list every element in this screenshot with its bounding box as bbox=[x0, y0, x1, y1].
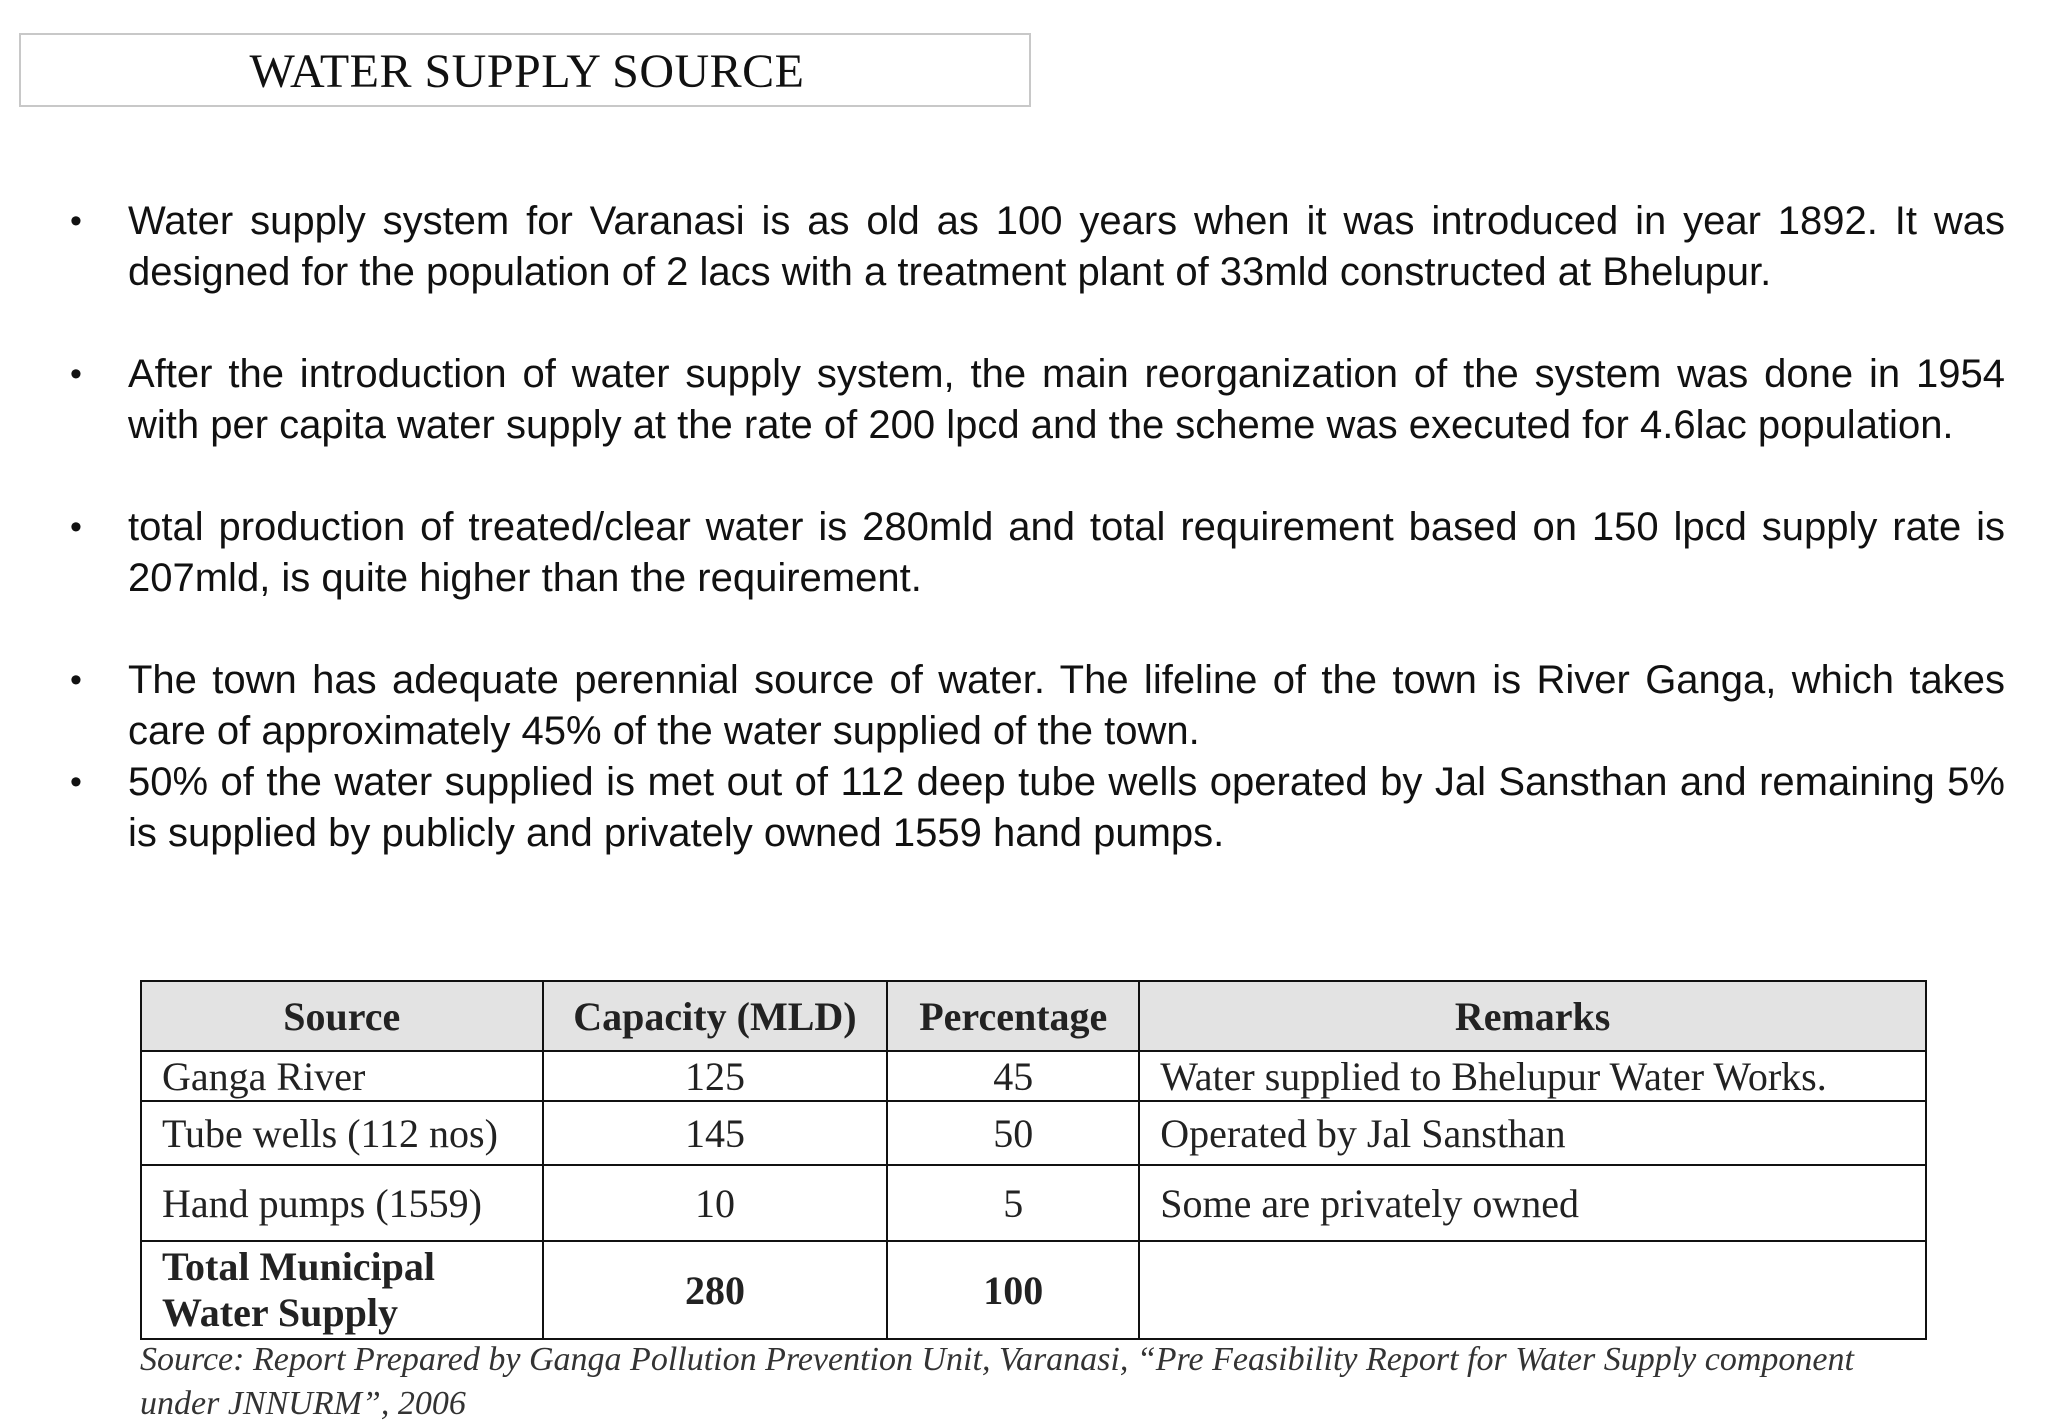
header-remarks: Remarks bbox=[1139, 981, 1926, 1051]
header-source: Source bbox=[141, 981, 543, 1051]
cell-source: Total Municipal Water Supply bbox=[141, 1241, 543, 1339]
water-source-table bbox=[140, 980, 1927, 1340]
header-capacity: Capacity (MLD) bbox=[543, 981, 888, 1051]
cell-capacity: 145 bbox=[543, 1101, 888, 1165]
cell-percentage: 100 bbox=[887, 1241, 1139, 1339]
cell-percentage: 5 bbox=[887, 1165, 1139, 1241]
bullet-item bbox=[60, 196, 2005, 298]
bullet-item bbox=[60, 757, 2005, 859]
cell-remarks: Water supplied to Bhelupur Water Works. bbox=[1139, 1051, 1926, 1101]
title-box bbox=[19, 33, 1031, 107]
cell-source: Ganga River bbox=[141, 1051, 543, 1101]
bullet-dot-icon: • bbox=[70, 202, 82, 240]
cell-percentage: 45 bbox=[887, 1051, 1139, 1101]
source-note: Source: Report Prepared by Ganga Pollution Prevention Unit, Varanasi, “Pre Feasibility Report for Water Supply component under JNNURM”, 2006 bbox=[140, 1341, 1854, 1422]
bullet-dot-icon: • bbox=[70, 508, 82, 546]
bullet-text: The town has adequate perennial source of water. The lifeline of the town is River Ganga, which takes care of approximately 45% of the water supplied of the town. bbox=[128, 658, 2005, 753]
cell-remarks: Some are privately owned bbox=[1139, 1165, 1926, 1241]
table-total-row bbox=[141, 1241, 1926, 1339]
cell-remarks: Operated by Jal Sansthan bbox=[1139, 1101, 1926, 1165]
cell-capacity: 280 bbox=[543, 1241, 888, 1339]
cell-source: Hand pumps (1559) bbox=[141, 1165, 543, 1241]
cell-percentage: 50 bbox=[887, 1101, 1139, 1165]
cell-capacity: 10 bbox=[543, 1165, 888, 1241]
bullet-item bbox=[60, 502, 2005, 604]
bullet-text: After the introduction of water supply system, the main reorganization of the system was done in 1954 with per capita water supply at the rate of 200 lpcd and the scheme was executed for 4.6lac population. bbox=[128, 352, 2005, 447]
bullet-text: 50% of the water supplied is met out of 112 deep tube wells operated by Jal Sansthan and remaining 5% is supplied by publicly and privately owned 1559 hand pumps. bbox=[128, 760, 2005, 855]
table-row bbox=[141, 1101, 1926, 1165]
bullet-item bbox=[60, 655, 2005, 757]
bullet-text: total production of treated/clear water is 280mld and total requirement based on 150 lpcd supply rate is 207mld, is quite higher than the requirement. bbox=[128, 505, 2005, 600]
header-percentage: Percentage bbox=[887, 981, 1139, 1051]
cell-source: Tube wells (112 nos) bbox=[141, 1101, 543, 1165]
bullet-list bbox=[60, 196, 2005, 859]
bullet-dot-icon: • bbox=[70, 661, 82, 699]
bullet-item bbox=[60, 349, 2005, 451]
table-header-row bbox=[141, 981, 1926, 1051]
bullet-dot-icon: • bbox=[70, 355, 82, 393]
bullet-text: Water supply system for Varanasi is as old as 100 years when it was introduced in year 1892. It was designed for the population of 2 lacs with a treatment plant of 33mld constructed at Bhelupur. bbox=[128, 199, 2005, 294]
cell-remarks bbox=[1139, 1241, 1926, 1339]
table-row bbox=[141, 1051, 1926, 1101]
cell-capacity: 125 bbox=[543, 1051, 888, 1101]
page-title: WATER SUPPLY SOURCE bbox=[249, 45, 805, 98]
bullet-dot-icon: • bbox=[70, 763, 82, 801]
table-row bbox=[141, 1165, 1926, 1241]
